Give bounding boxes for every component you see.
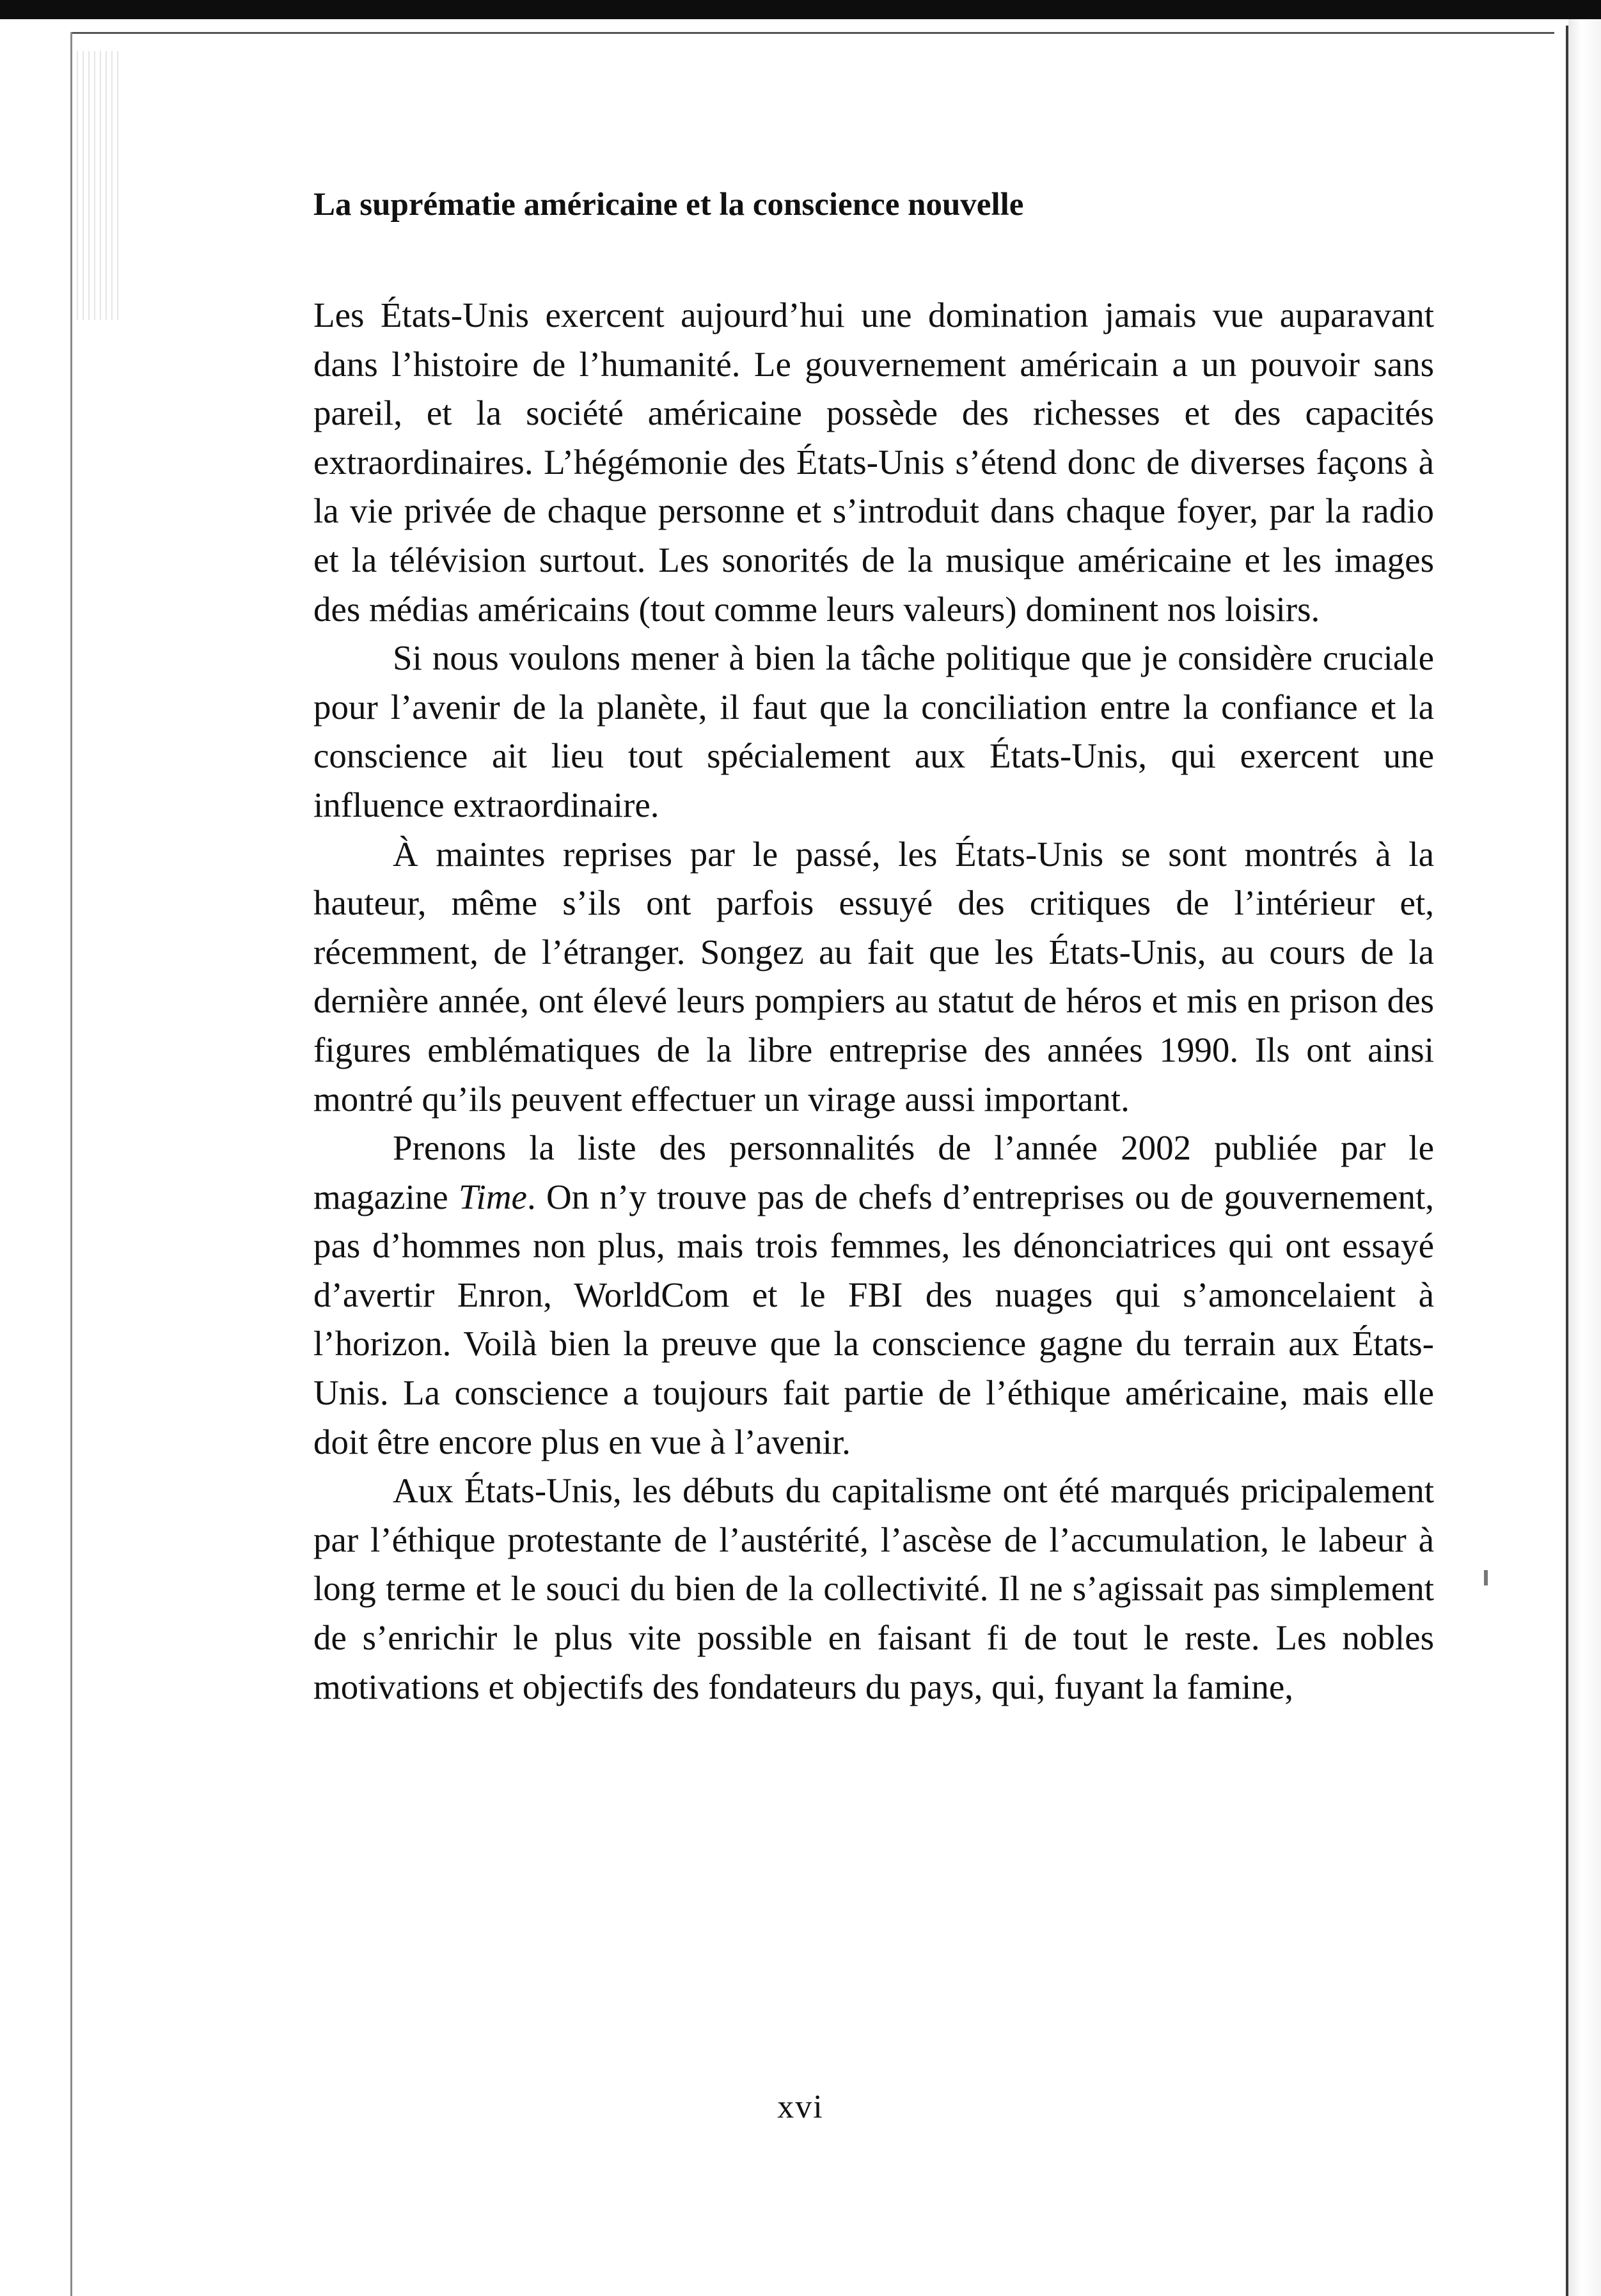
paragraph-4 xyxy=(313,1124,1434,1466)
scan-right-margin xyxy=(1568,19,1601,2296)
page-body xyxy=(313,179,1434,1711)
paragraph-5-text: Aux États-Unis, les débuts du capitalisme ont été marqués pricipalement par l’éthique protestante de l’austérité, l’ascèse de l’accumulation, le labeur à long terme et le souci du bien de la collectivité. Il ne s’agissait pas simplement de s’enrichir le plus vite possible en faisant fi de tout le reste. Les nobles motivations et objectifs des fondateurs du pays, qui, fuyant la famine, xyxy=(313,1471,1434,1706)
paragraph-5 xyxy=(313,1466,1434,1711)
scan-top-border xyxy=(0,0,1601,19)
paragraph-1 xyxy=(313,291,1434,634)
paragraph-2-text: Si nous voulons mener à bien la tâche politique que je considère cruciale pour l’avenir de la planète, il faut que la conciliation entre la confiance et la conscience ait lieu tout spécialement aux États-Unis, qui exercent une influence extraordinaire. xyxy=(313,638,1434,824)
paragraph-4-text-after: . On n’y trouve pas de chefs d’entreprises ou de gouvernement, pas d’hommes non plus, mais trois femmes, les dénonciatrices qui ont essayé d’avertir Enron, WorldCom et le FBI des nuages qui s’amoncelaient à l’horizon. Voilà bien la preuve que la conscience gagne du terrain aux États-Unis. La conscience a toujours fait partie de l’éthique américaine, mais elle doit être encore plus en vue à l’avenir. xyxy=(313,1177,1434,1461)
section-heading: La suprématie américaine et la conscience nouvelle xyxy=(313,187,1024,223)
paragraph-1-text: Les États-Unis exercent aujourd’hui une domination jamais vue auparavant dans l’histoire de l’humanité. Le gouvernement américain a un pouvoir sans pareil, et la société américaine possède des richesses et des capacités extraordinaires. L’hégémonie des États-Unis s’étend donc de diverses façons à la vie privée de chaque personne et s’introduit dans chaque foyer, par la radio et la télévision surtout. Les sonorités de la musique américaine et les images des médias américains (tout comme leurs valeurs) dominent nos loisirs. xyxy=(313,295,1434,629)
paragraph-4-text-before: Prenons la liste des personnalités de l’année 2002 publiée par le magazine xyxy=(313,1128,1434,1216)
scan-speck xyxy=(1484,1570,1488,1585)
scan-left-page-edge xyxy=(70,32,72,2296)
paragraph-3 xyxy=(313,830,1434,1124)
scan-binding-shadow xyxy=(77,51,122,320)
page-number: xvi xyxy=(777,2089,824,2125)
scan-top-rule xyxy=(70,32,1554,34)
paragraph-2 xyxy=(313,634,1434,830)
magazine-title: Time xyxy=(458,1177,527,1216)
paragraph-3-text: À maintes reprises par le passé, les États-Unis se sont montrés à la hauteur, même s’ils ont parfois essuyé des critiques de l’intérieur et, récemment, de l’étranger. Songez au fait que les États-Unis, au cours de la dernière année, ont élevé leurs pompiers au statut de héros et mis en prison des figures emblématiques de la libre entreprise des années 1990. Ils ont ainsi montré qu’ils peuvent effectuer un virage aussi important. xyxy=(313,834,1434,1119)
